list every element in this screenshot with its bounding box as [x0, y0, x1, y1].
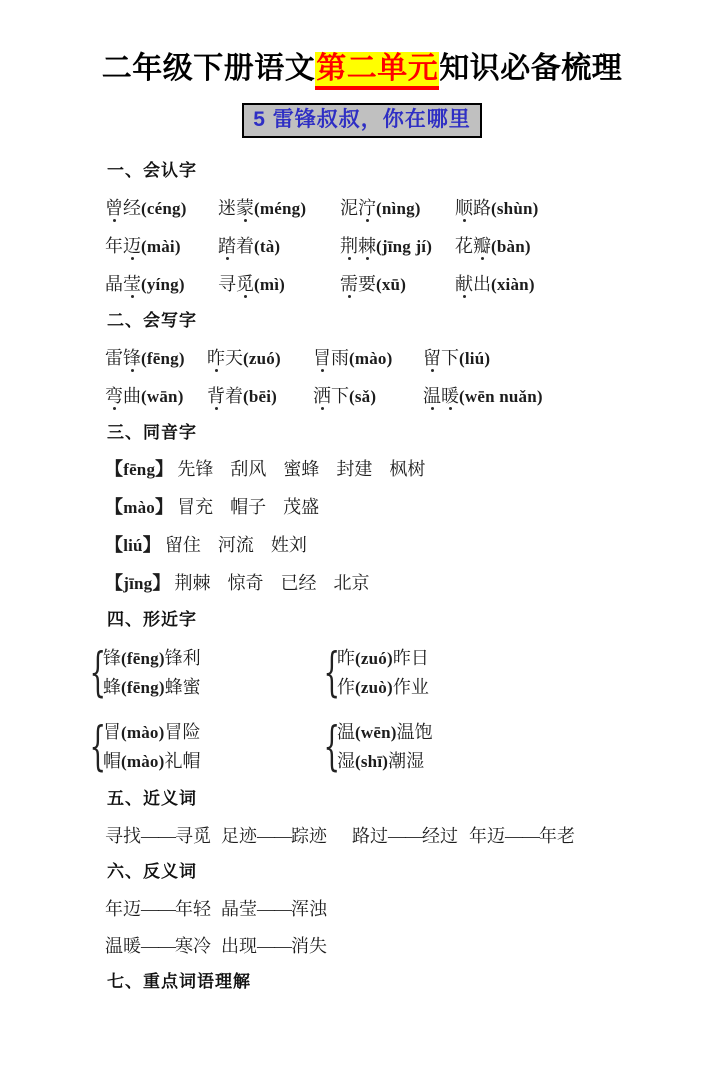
pair-row	[105, 896, 664, 922]
title-suffix: 知识必备梳理	[439, 52, 623, 85]
word-hanzi	[218, 198, 254, 218]
pair-dash: ——	[141, 826, 175, 846]
lookalike-pinyin: (mào)	[121, 752, 165, 771]
lookalike-line	[103, 644, 201, 673]
word-hanzi	[455, 274, 491, 294]
lookalike-lines	[337, 718, 433, 776]
lookalike-pinyin: (wēn)	[355, 723, 397, 742]
homophone-word: 荆棘	[174, 573, 211, 593]
homophone-pinyin: mào	[123, 498, 155, 517]
lookalike-word: 潮湿	[388, 751, 425, 771]
lookalike-line	[337, 673, 429, 702]
hanzi-char: 蒙	[236, 198, 254, 218]
hanzi-char: 下	[331, 386, 349, 406]
pair-dash: ——	[388, 826, 422, 846]
lookalike-word: 礼帽	[164, 751, 201, 771]
word-hanzi	[313, 386, 349, 406]
pair-dash: ——	[257, 899, 291, 919]
bracket-close: 】	[152, 573, 171, 593]
section-heading-renzi: 一、会认字	[107, 161, 197, 180]
word-hanzi	[423, 386, 459, 406]
word-pinyin: (jīng jí)	[376, 237, 433, 256]
lookalike-group	[85, 644, 319, 702]
hanzi-char: 温	[423, 386, 441, 406]
lookalike-word: 锋利	[164, 648, 201, 668]
word-entry	[218, 233, 340, 260]
pair-word-a: 寻找	[105, 826, 141, 846]
word-hanzi	[207, 348, 243, 368]
hanzi-char: 泥	[340, 198, 358, 218]
word-entry	[340, 271, 455, 298]
hanzi-char: 锋	[123, 348, 141, 368]
hanzi-char: 天	[225, 348, 243, 368]
lookalike-char: 温	[337, 722, 355, 742]
title-prefix: 二年级下册语文	[101, 52, 316, 85]
pair-word-b: 消失	[291, 936, 327, 956]
homophone-pinyin: fēng	[123, 460, 156, 479]
pair-word-a: 路过	[352, 826, 388, 846]
lookalike-char: 锋	[103, 648, 121, 668]
hanzi-char: 泞	[358, 198, 376, 218]
bracket-close: 】	[154, 497, 174, 517]
hanzi-char: 晶	[105, 274, 123, 294]
word-row	[105, 383, 664, 410]
homophone-word: 帽子	[230, 497, 267, 517]
word-pinyin: (xū)	[376, 275, 407, 294]
word-row	[105, 195, 664, 222]
section-heading-xiezi: 二、会写字	[107, 311, 197, 330]
word-pinyin: (mào)	[349, 349, 393, 368]
hanzi-char: 出	[473, 274, 491, 294]
bracket-close: 】	[155, 459, 174, 479]
homophone-word: 已经	[280, 573, 317, 593]
pair-word-a: 温暖	[105, 936, 141, 956]
word-entry	[423, 345, 490, 372]
homophone-word: 枫树	[389, 459, 426, 479]
word-hanzi	[455, 236, 491, 256]
word-entry	[313, 383, 423, 410]
hanzi-char: 觅	[236, 274, 254, 294]
lookalike-pinyin: (fēng)	[121, 649, 165, 668]
section-heading-jinyi: 五、近义词	[107, 789, 197, 808]
lookalike-line	[103, 747, 200, 776]
word-hanzi	[218, 236, 254, 256]
hanzi-char: 路	[473, 198, 491, 218]
homophone-word: 留住	[164, 535, 201, 555]
homophone-key	[105, 459, 173, 479]
homophone-word: 姓刘	[270, 535, 307, 555]
section-heading-zhongdian: 七、重点词语理解	[107, 972, 251, 991]
lookalike-word: 温饱	[396, 722, 433, 742]
word-pinyin: (bēi)	[243, 387, 278, 406]
word-hanzi	[105, 236, 141, 256]
section-heading-fanyi: 六、反义词	[107, 862, 197, 881]
lookalike-group	[85, 718, 319, 776]
hanzi-char: 洒	[313, 386, 331, 406]
word-hanzi	[455, 198, 491, 218]
word-entry	[218, 195, 340, 222]
lookalike-char: 作	[337, 677, 355, 697]
pair-word-b: 年老	[539, 826, 575, 846]
word-entry	[105, 233, 218, 260]
word-entry	[105, 383, 207, 410]
pair-row	[105, 933, 664, 959]
lookalike-char: 帽	[103, 751, 121, 771]
word-hanzi	[423, 348, 459, 368]
lookalike-char: 冒	[103, 722, 121, 742]
word-hanzi	[105, 198, 141, 218]
lookalike-char: 昨	[337, 648, 355, 668]
hanzi-char: 荆	[340, 236, 358, 256]
lookalike-line	[337, 718, 433, 747]
pair-word-b: 踪迹	[291, 826, 327, 846]
word-pinyin: (yíng)	[141, 275, 185, 294]
word-hanzi	[340, 236, 376, 256]
bracket-open: 【	[105, 459, 124, 479]
pair-word-b: 经过	[422, 826, 458, 846]
hanzi-char: 踏	[218, 236, 236, 256]
homophone-row	[105, 533, 664, 558]
word-pinyin: (tà)	[254, 237, 281, 256]
word-entry	[340, 195, 455, 222]
bracket-open: 【	[105, 573, 124, 593]
word-entry	[455, 233, 531, 260]
homophone-word: 河流	[217, 535, 254, 555]
word-pinyin: (bàn)	[491, 237, 531, 256]
curly-brace-icon: {	[323, 643, 341, 703]
title-highlight: 第二单元	[315, 52, 439, 90]
lookalike-pinyin: (shī)	[355, 752, 389, 771]
word-hanzi	[105, 386, 141, 406]
word-pinyin: (nìng)	[376, 199, 421, 218]
section-tongyin-homophones	[105, 457, 664, 596]
homophone-key	[105, 535, 161, 555]
word-pinyin: (mì)	[254, 275, 286, 294]
word-entry	[455, 195, 539, 222]
hanzi-char: 雨	[331, 348, 349, 368]
word-entry	[423, 383, 543, 410]
word-pair	[221, 896, 327, 922]
word-pinyin: (liú)	[459, 349, 491, 368]
pair-dash: ——	[141, 899, 175, 919]
word-pinyin: (zuó)	[243, 349, 281, 368]
lookalike-char: 湿	[337, 751, 355, 771]
word-hanzi	[218, 274, 254, 294]
homophone-key	[105, 573, 171, 593]
word-pinyin: (mài)	[141, 237, 181, 256]
lookalike-group	[319, 644, 664, 702]
hanzi-char: 献	[455, 274, 473, 294]
bracket-close: 】	[142, 535, 161, 555]
hanzi-char: 曲	[123, 386, 141, 406]
pair-word-b: 寒冷	[175, 936, 211, 956]
lookalike-line	[337, 644, 429, 673]
word-pinyin: (wēn nuǎn)	[459, 387, 543, 406]
section-heading-tongyin: 三、同音字	[107, 423, 197, 442]
hanzi-char: 曾	[105, 198, 123, 218]
lookalike-word: 蜂蜜	[164, 677, 201, 697]
word-entry	[218, 271, 340, 298]
word-pair	[352, 823, 469, 849]
section-jinyi-synonyms	[105, 823, 664, 849]
lesson-banner-wrap	[0, 103, 724, 138]
homophone-word: 蜜蜂	[283, 459, 320, 479]
word-entry	[105, 271, 218, 298]
lookalike-char: 蜂	[103, 677, 121, 697]
hanzi-char: 瓣	[473, 236, 491, 256]
section-fanyi-antonyms	[105, 896, 664, 959]
document-page	[0, 50, 724, 1074]
hanzi-char: 年	[105, 236, 123, 256]
word-entry	[105, 195, 218, 222]
lookalike-line	[337, 747, 433, 776]
pair-row	[105, 823, 664, 849]
word-row	[105, 345, 664, 372]
section-heading-xingjin: 四、形近字	[107, 610, 197, 629]
lookalike-lines	[103, 644, 201, 702]
pair-dash: ——	[141, 936, 175, 956]
homophone-row	[105, 571, 664, 596]
pair-word-a: 年迈	[469, 826, 505, 846]
word-hanzi	[313, 348, 349, 368]
word-pinyin: (fēng)	[141, 349, 185, 368]
word-entry	[105, 345, 207, 372]
homophone-key	[105, 497, 173, 517]
hanzi-char: 莹	[123, 274, 141, 294]
word-hanzi	[105, 274, 141, 294]
lookalike-line	[103, 718, 200, 747]
word-row	[105, 233, 664, 260]
word-entry	[207, 345, 313, 372]
homophone-row	[105, 457, 664, 482]
word-pair	[221, 933, 327, 959]
document-content	[89, 160, 664, 993]
section-xingjin-lookalike	[85, 644, 664, 776]
word-pinyin: (sǎ)	[349, 387, 377, 406]
hanzi-char: 弯	[105, 386, 123, 406]
lesson-title: 5 雷锋叔叔，你在哪里	[242, 103, 482, 138]
curly-brace-icon: {	[89, 717, 107, 777]
word-entry	[313, 345, 423, 372]
pair-word-b: 年轻	[175, 899, 211, 919]
hanzi-char: 顺	[455, 198, 473, 218]
hanzi-char: 着	[236, 236, 254, 256]
bracket-open: 【	[105, 535, 124, 555]
lookalike-lines	[337, 644, 429, 702]
hanzi-char: 需	[340, 274, 358, 294]
hanzi-char: 着	[225, 386, 243, 406]
lookalike-pinyin: (zuó)	[355, 649, 393, 668]
pair-word-a: 晶莹	[221, 899, 257, 919]
hanzi-char: 背	[207, 386, 225, 406]
section-xiezi-words	[105, 345, 664, 410]
lookalike-pinyin: (mào)	[121, 723, 165, 742]
hanzi-char: 经	[123, 198, 141, 218]
lookalike-word: 昨日	[392, 648, 429, 668]
hanzi-char: 雷	[105, 348, 123, 368]
word-pinyin: (shùn)	[491, 199, 539, 218]
lookalike-pinyin: (fēng)	[121, 678, 165, 697]
homophone-word: 惊奇	[227, 573, 264, 593]
section-renzi-words	[105, 195, 664, 298]
word-hanzi	[340, 198, 376, 218]
word-hanzi	[340, 274, 376, 294]
homophone-pinyin: jīng	[123, 574, 153, 593]
word-hanzi	[105, 348, 141, 368]
word-pinyin: (méng)	[254, 199, 307, 218]
pair-dash: ——	[505, 826, 539, 846]
pair-word-a: 年迈	[105, 899, 141, 919]
lookalike-lines	[103, 718, 200, 776]
pair-word-a: 足迹	[221, 826, 257, 846]
hanzi-char: 冒	[313, 348, 331, 368]
lookalike-group	[319, 718, 664, 776]
hanzi-char: 留	[423, 348, 441, 368]
curly-brace-icon: {	[323, 717, 341, 777]
word-entry	[207, 383, 313, 410]
pair-dash: ——	[257, 826, 291, 846]
pair-dash: ——	[257, 936, 291, 956]
hanzi-char: 要	[358, 274, 376, 294]
word-entry	[340, 233, 455, 260]
hanzi-char: 棘	[358, 236, 376, 256]
pair-word-a: 出现	[221, 936, 257, 956]
hanzi-char: 花	[455, 236, 473, 256]
homophone-pinyin: liú	[123, 536, 143, 555]
homophone-word: 刮风	[230, 459, 267, 479]
hanzi-char: 昨	[207, 348, 225, 368]
lookalike-word: 冒险	[164, 722, 201, 742]
homophone-word: 封建	[336, 459, 373, 479]
hanzi-char: 迈	[123, 236, 141, 256]
hanzi-char: 寻	[218, 274, 236, 294]
word-pair	[469, 823, 575, 849]
word-pair	[105, 823, 221, 849]
hanzi-char: 暖	[441, 386, 459, 406]
page-title	[0, 50, 724, 88]
hanzi-char: 下	[441, 348, 459, 368]
curly-brace-icon: {	[89, 643, 107, 703]
word-row	[105, 271, 664, 298]
word-pinyin: (xiàn)	[491, 275, 535, 294]
homophone-word: 冒充	[177, 497, 214, 517]
word-pair	[221, 823, 352, 849]
lookalike-word: 作业	[392, 677, 429, 697]
word-pair	[105, 933, 221, 959]
homophone-word: 北京	[333, 573, 370, 593]
homophone-row	[105, 495, 664, 520]
pair-word-b: 寻觅	[175, 826, 211, 846]
homophone-word: 先锋	[177, 459, 214, 479]
bracket-open: 【	[105, 497, 124, 517]
homophone-word: 茂盛	[283, 497, 320, 517]
lookalike-line	[103, 673, 201, 702]
word-entry	[455, 271, 535, 298]
word-pair	[105, 896, 221, 922]
word-pinyin: (wān)	[141, 387, 184, 406]
pair-word-b: 浑浊	[291, 899, 327, 919]
lookalike-pinyin: (zuò)	[355, 678, 393, 697]
hanzi-char: 迷	[218, 198, 236, 218]
word-hanzi	[207, 386, 243, 406]
word-pinyin: (céng)	[141, 199, 187, 218]
